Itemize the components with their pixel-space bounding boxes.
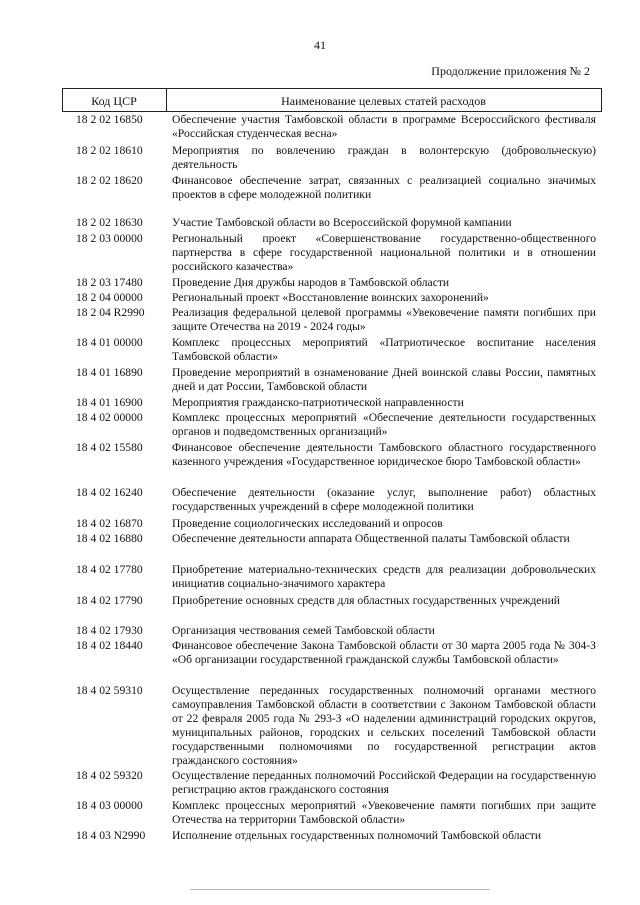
row-name: Комплекс процессных мероприятий «Увековечение памяти погибших при защите Отечества на территории Тамбовской области» — [172, 799, 596, 826]
row-name: Проведение Дня дружбы народов в Тамбовской области — [172, 276, 450, 289]
row-code: 18 4 01 16890 — [76, 366, 143, 379]
row-code: 18 4 02 17930 — [76, 624, 143, 637]
row-name: Участие Тамбовской области во Всероссийской форумной кампании — [172, 216, 512, 229]
table-top-border — [62, 88, 602, 89]
row-name: Осуществление переданных полномочий Российской Федерации на государственную регистрацию актов гражданского состояния — [172, 769, 596, 796]
row-code: 18 4 02 00000 — [76, 411, 143, 424]
row-name: Финансовое обеспечение Закона Тамбовской области от 30 марта 2005 года № 304-З «Об организации государственной гражданской службы Тамбовской области» — [172, 639, 596, 666]
row-code: 18 4 02 59310 — [76, 684, 143, 697]
row-name: Осуществление переданных государственных полномочий органами местного самоуправления Тамбовской области в соответствии с Законом Тамбовской области от 22 февраля 2005 года № 293-З «О наделении администраций городских округов, муниципальных районов, городских и сельских поселений Тамбовской области государственными полномочиями по государственной регистрации актов гражданского состояния» — [172, 684, 596, 767]
row-code: 18 4 01 00000 — [76, 336, 143, 349]
row-name: Приобретение материально-технических средств для реализации добровольческих инициатив социально-значимого характера — [172, 563, 596, 590]
row-code: 18 2 04 R2990 — [76, 306, 145, 319]
row-code: 18 4 02 18440 — [76, 639, 143, 652]
row-name: Комплекс процессных мероприятий «Обеспечение деятельности государственных органов и подведомственных организаций» — [172, 411, 596, 438]
row-name: Финансовое обеспечение затрат, связанных с реализацией социально значимых проектов в сфере молодежной политики — [172, 174, 596, 201]
row-name: Обеспечение деятельности (оказание услуг, выполнение работ) областных государственных учреждений в сфере молодежной политики — [172, 486, 596, 513]
row-name: Реализация федеральной целевой программы «Увековечение памяти погибших при защите Отечества на 2019 - 2024 годы» — [172, 306, 596, 333]
row-code: 18 4 02 17790 — [76, 594, 143, 607]
column-header-code: Код ЦСР — [91, 94, 137, 108]
row-name: Проведение мероприятий в ознаменование Дней воинской славы России, памятных дней и дат России, Тамбовской области — [172, 366, 596, 393]
row-code: 18 4 02 16870 — [76, 517, 143, 530]
scan-edge-line — [190, 889, 490, 890]
row-code: 18 4 02 15580 — [76, 441, 143, 454]
row-code: 18 4 02 16240 — [76, 486, 143, 499]
row-code: 18 2 02 18630 — [76, 216, 143, 229]
appendix-subtitle: Продолжение приложения № 2 — [431, 64, 590, 78]
row-name: Финансовое обеспечение деятельности Тамбовского областного государственного казенного учреждения «Государственное юридическое бюро Тамбовской области» — [172, 441, 596, 468]
row-name: Обеспечение участия Тамбовской области в программе Всероссийского фестиваля «Российская студенческая весна» — [172, 113, 596, 140]
row-name: Комплекс процессных мероприятий «Патриотическое воспитание населения Тамбовской области» — [172, 336, 596, 363]
row-code: 18 2 02 18620 — [76, 174, 143, 187]
row-name: Обеспечение деятельности аппарата Общественной палаты Тамбовской области — [172, 532, 570, 545]
row-name: Приобретение основных средств для областных государственных учреждений — [172, 594, 560, 607]
column-header-name: Наименование целевых статей расходов — [281, 94, 486, 108]
table-header-border — [62, 111, 602, 112]
row-code: 18 4 03 N2990 — [76, 829, 146, 842]
row-code: 18 2 02 18610 — [76, 144, 143, 157]
row-name: Исполнение отдельных государственных полномочий Тамбовской области — [172, 829, 542, 842]
row-code: 18 4 03 00000 — [76, 799, 143, 812]
table-right-border — [601, 88, 602, 111]
row-name: Мероприятия по вовлечению граждан в волонтерскую (добровольческую) деятельность — [172, 144, 596, 171]
row-name: Проведение социологических исследований и опросов — [172, 517, 443, 530]
row-name: Мероприятия гражданско-патриотической направленности — [172, 396, 464, 409]
row-name: Организация чествования семей Тамбовской области — [172, 624, 435, 637]
page-number: 41 — [314, 38, 326, 52]
row-code: 18 4 02 59320 — [76, 769, 143, 782]
row-code: 18 2 03 00000 — [76, 232, 143, 245]
row-code: 18 4 02 16880 — [76, 532, 143, 545]
row-code: 18 2 04 00000 — [76, 291, 143, 304]
row-code: 18 2 03 17480 — [76, 276, 143, 289]
row-code: 18 4 02 17780 — [76, 563, 143, 576]
row-name: Региональный проект «Восстановление воинских захоронений» — [172, 291, 489, 304]
row-code: 18 4 01 16900 — [76, 396, 143, 409]
row-code: 18 2 02 16850 — [76, 113, 143, 126]
row-name: Региональный проект «Совершенствование государственно-общественного партнерства в сфере государственной национальной политики и в отношении российского казачества» — [172, 232, 596, 273]
